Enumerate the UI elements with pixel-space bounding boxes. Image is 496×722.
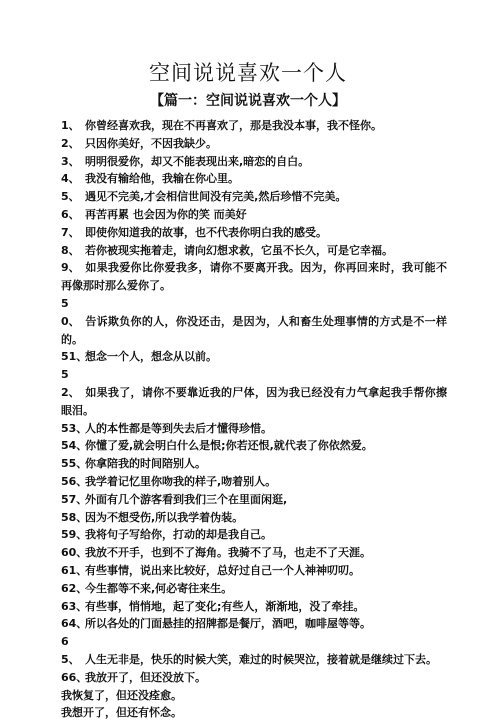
list-item	[61, 117, 447, 135]
list-item-number: 9、	[61, 261, 80, 275]
list-item-text: 有些事情，说出来比较好，总好过自己一个人神神叨叨。	[85, 563, 360, 577]
list-item-text: 我放不开手，也到不了海角。我骑不了马，也走不了天涯。	[85, 546, 371, 560]
list-item-number: 1、	[61, 119, 80, 132]
list-item-number: 66、	[61, 670, 88, 684]
list-item-number: 8、	[61, 243, 80, 257]
list-item-number: 54、	[61, 439, 88, 453]
list-item-text: 如果我爱你比你爱我多，请你不要离开我。因为，你再回来时，我可能不再像那时那么爱你了。	[61, 261, 447, 293]
list-item-text: 再苦再累 也会因为你的笑 而美好	[85, 207, 247, 221]
list-item	[61, 526, 447, 544]
list-item-text: 我将句子写给你，打动的却是我自己。	[85, 528, 272, 542]
list-item	[61, 188, 447, 206]
list-item	[61, 598, 447, 616]
list-item-number: 62、	[61, 581, 88, 595]
list-item-number: 65、	[61, 635, 80, 666]
list-item-text: 有些事，悄悄地，起了变化;有些人，渐渐地，没了牵挂。	[85, 599, 365, 613]
list-item-number: 6、	[61, 207, 80, 221]
list-item	[61, 473, 447, 491]
list-item	[61, 437, 447, 455]
list-item	[61, 170, 447, 188]
list-item	[61, 206, 447, 224]
list-item-text: 明明很爱你，却又不能表现出来,暗恋的自白。	[85, 154, 310, 168]
list-item-text: 今生都等不来,何必寄往来生。	[85, 581, 233, 595]
list-item-number: 58、	[61, 510, 88, 524]
list-item	[61, 366, 447, 419]
list-item	[61, 704, 447, 722]
list-item-number: 57、	[61, 492, 88, 506]
list-item-number: 4、	[61, 172, 80, 186]
list-item-number: 56、	[61, 474, 88, 488]
list-item-number: 53、	[61, 421, 88, 435]
list-item	[61, 420, 447, 438]
list-item	[61, 153, 447, 171]
list-item-text: 我学着记忆里你吻我的样子,吻着别人。	[85, 474, 277, 488]
list-item-number: 64、	[61, 617, 88, 631]
list-item	[61, 669, 447, 687]
list-item	[61, 615, 447, 633]
list-item-text: 你曾经喜欢我，现在不再喜欢了，那是我没本事，我不怪你。	[85, 119, 382, 132]
list-item-text: 因为不想受伤,所以我学着伪装。	[85, 510, 244, 524]
list-item	[61, 224, 447, 242]
list-item-text: 如果我了，请你不要靠近我的尸体，因为我已经没有力气拿起我手帮你擦眼泪。	[61, 385, 447, 417]
list-item-number: 5、	[61, 190, 80, 204]
list-item	[61, 295, 447, 348]
list-item	[61, 348, 447, 366]
list-item	[61, 135, 447, 153]
list-item-number: 55、	[61, 457, 88, 471]
list-item	[61, 259, 447, 295]
quote-list	[61, 117, 447, 722]
list-item-text: 你懂了爱,就会明白什么是恨;你若还恨,就代表了你依然爱。	[85, 439, 373, 453]
list-item	[61, 509, 447, 527]
document-subtitle: 【篇一：空间说说喜欢一个人】	[150, 93, 346, 109]
list-item-text: 只因你美好，不因我缺少。	[85, 136, 217, 150]
list-item-number: 7、	[61, 225, 80, 239]
list-item-number: 63、	[61, 599, 88, 613]
list-item-text: 遇见不完美,才会相信世间没有完美,然后珍惜不完美。	[85, 190, 347, 204]
list-item-text: 外面有几个游客看到我们三个在里面闲逛,	[85, 492, 288, 506]
list-item-text: 想念一个人，想念从以前。	[85, 350, 217, 364]
list-item	[61, 544, 447, 562]
list-item-text: 我想开了，但还有怀念。	[61, 706, 182, 720]
list-item-number: 59、	[61, 528, 88, 542]
list-item-text: 你拿陪我的时间陪别人。	[85, 457, 206, 471]
list-item-text: 所以各处的门面悬挂的招牌都是餐厅，酒吧，咖啡屋等等。	[85, 617, 371, 631]
list-item-text: 我放开了，但还没放下。	[85, 670, 206, 684]
list-item	[61, 580, 447, 598]
list-item-text: 告诉欺负你的人，你没还击，是因为，人和畜生处理事情的方式是不一样的。	[61, 314, 447, 346]
list-item	[61, 242, 447, 260]
document-title: 空间说说喜欢一个人	[149, 61, 347, 85]
list-item-number: 52、	[61, 368, 80, 399]
list-item	[61, 562, 447, 580]
list-item	[61, 455, 447, 473]
list-item-text: 我没有输给他，我输在你心里。	[85, 172, 239, 186]
list-item-text: 我恢复了，但还没痊愈。	[61, 688, 182, 702]
list-item-number: 50、	[61, 296, 80, 328]
list-item-number: 60、	[61, 546, 88, 560]
list-item-text: 若你被现实拖着走，请向幻想求救，它虽不长久，可是它幸福。	[85, 243, 393, 257]
list-item	[61, 491, 447, 509]
list-item-number: 51、	[61, 350, 88, 364]
list-item-text: 即使你知道我的故事，也不代表你明白我的感受。	[85, 225, 327, 239]
list-item-text: 人生无非是，快乐的时候大笑，难过的时候哭泣，接着就是继续过下去。	[85, 652, 437, 666]
list-item	[61, 633, 447, 669]
list-item-number: 2、	[61, 136, 80, 150]
list-item-text: 人的本性都是等到失去后才懂得珍惜。	[85, 421, 272, 435]
list-item-number: 3、	[61, 154, 80, 168]
list-item-number: 61、	[61, 563, 88, 577]
